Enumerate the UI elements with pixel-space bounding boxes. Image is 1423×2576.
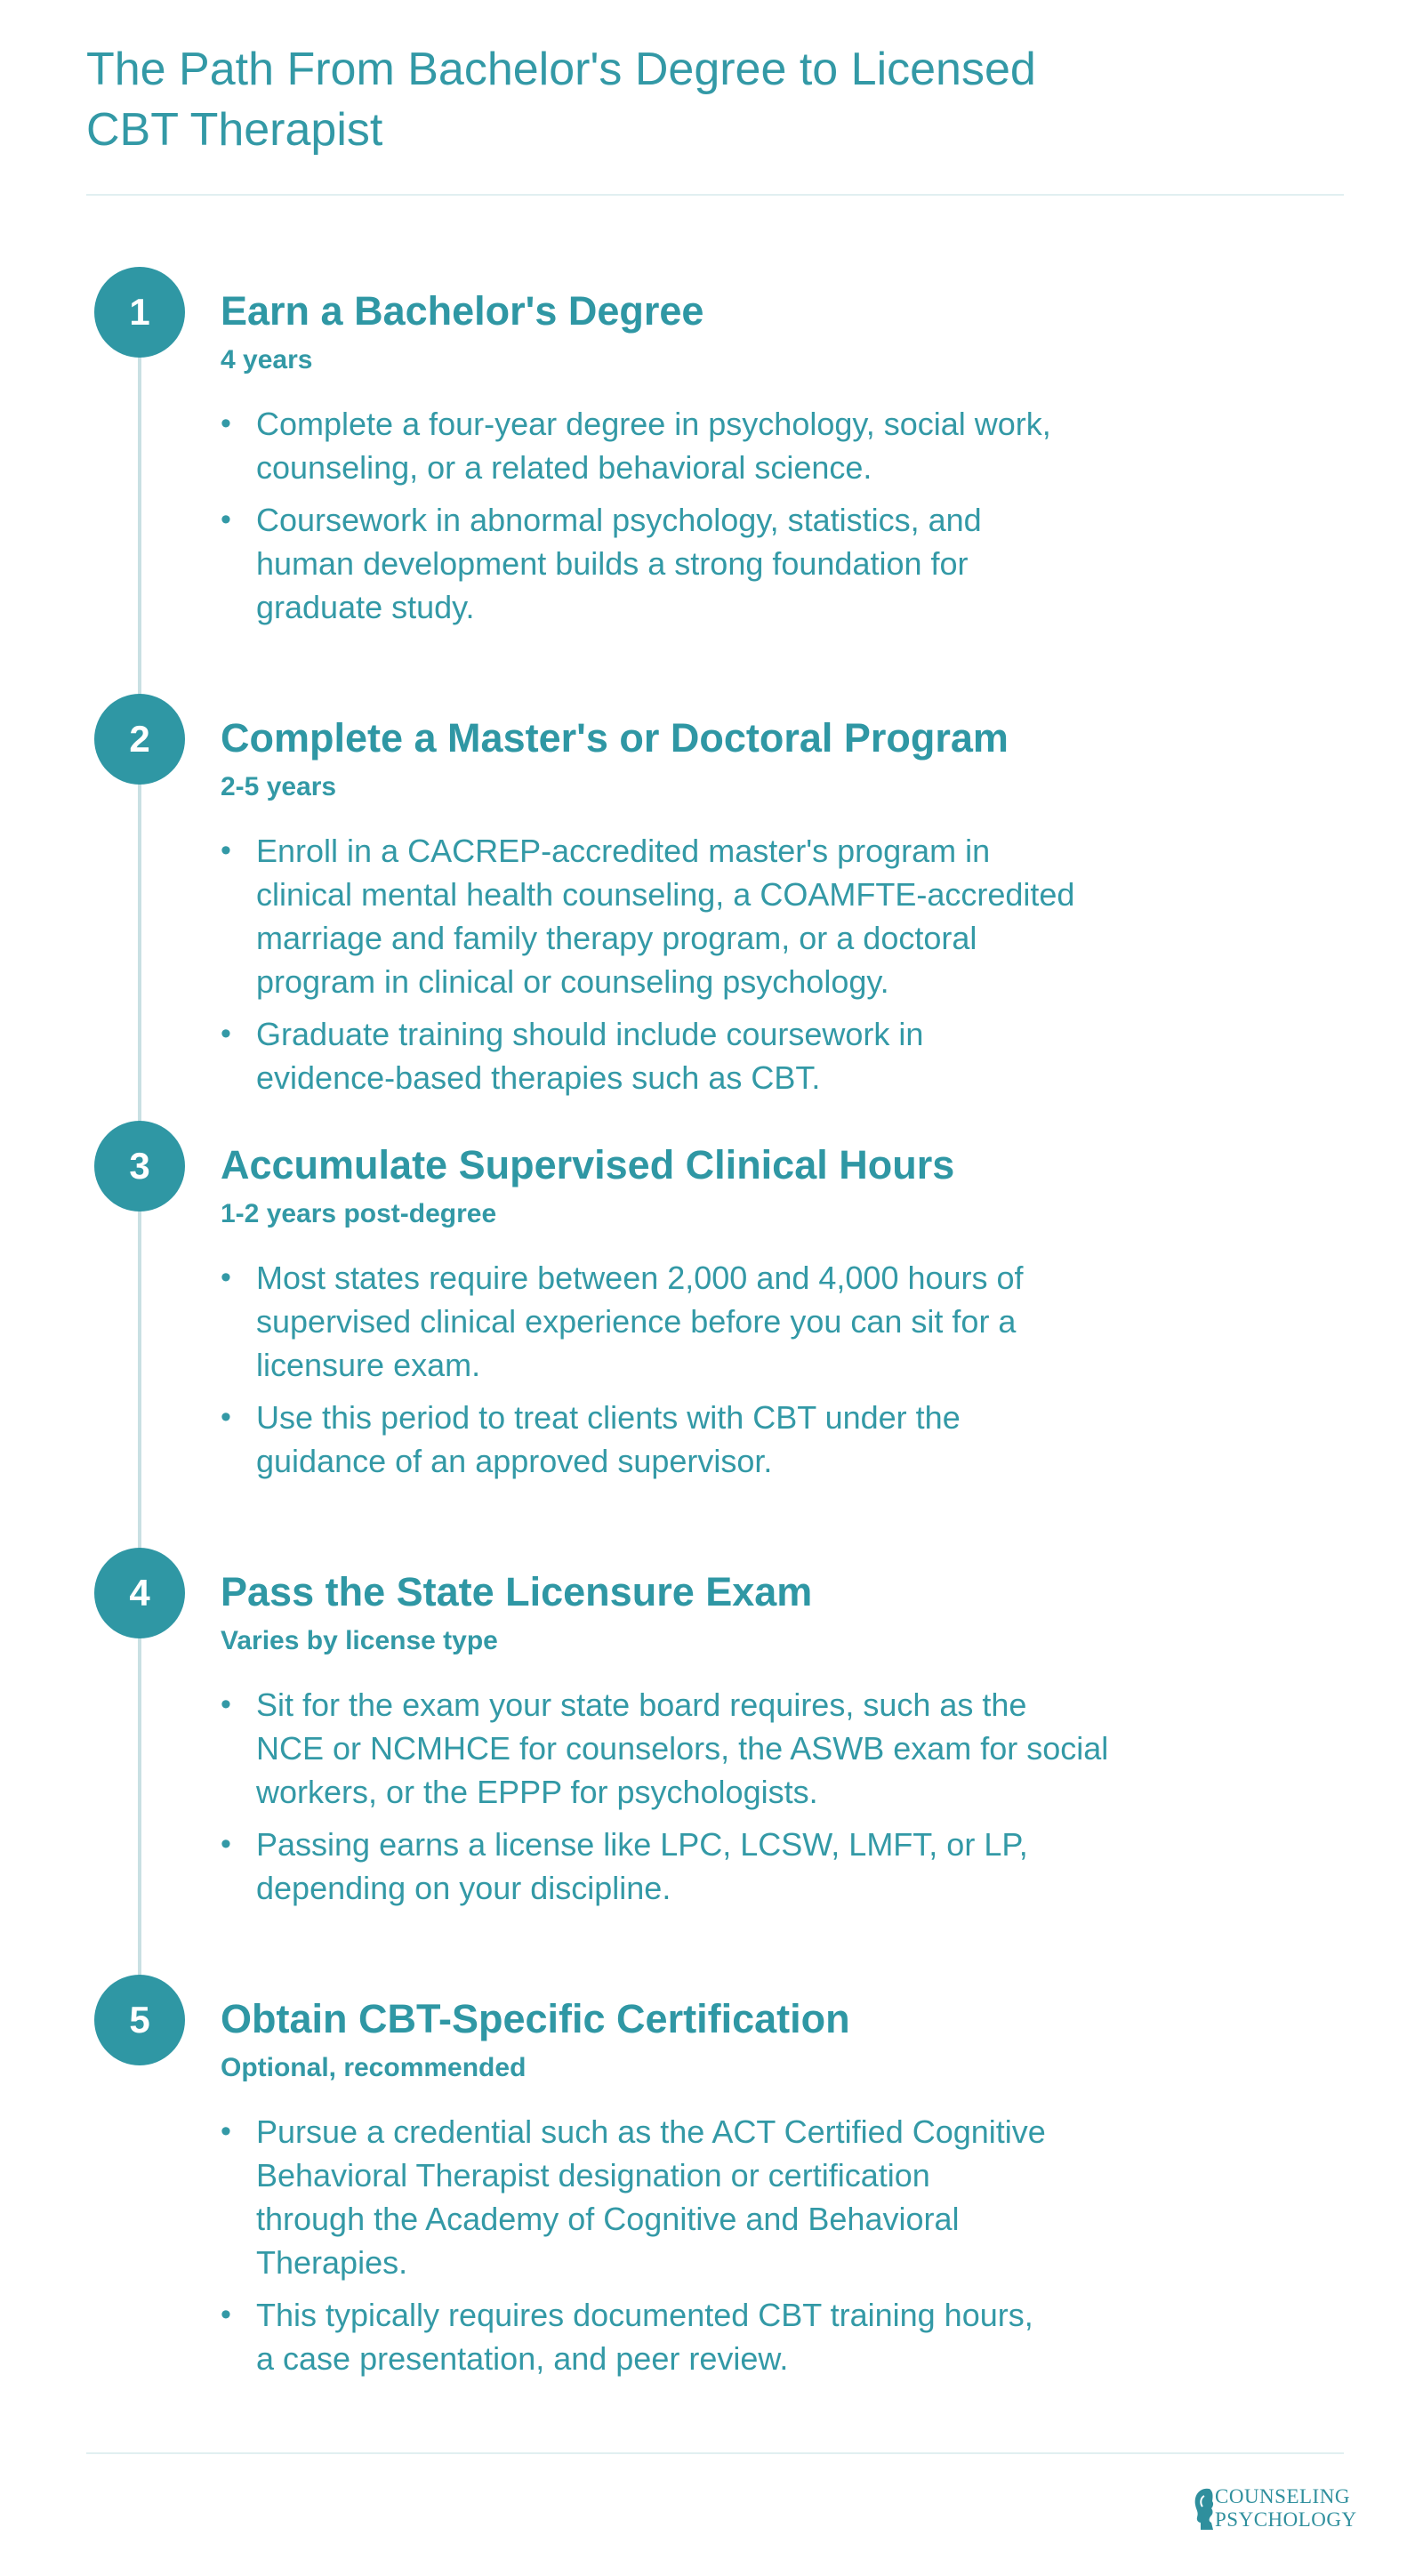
step-number-badge: 3 (94, 1121, 185, 1212)
bullet-item: • Sit for the exam your state board requires, such as the NCE or NCMHCE for counselors, the ASWB exam for social workers, or the EPPP for psychologists. (221, 1683, 1108, 1814)
bullet-item: • Coursework in abnormal psychology, statistics, and human development builds a strong foundation for graduate study. (221, 498, 1051, 629)
step-number-badge: 5 (94, 1975, 185, 2065)
step-duration: 2-5 years (221, 772, 337, 801)
step-title: Accumulate Supervised Clinical Hours (221, 1142, 955, 1187)
head-profile-icon (1190, 2483, 1217, 2533)
bullet-item: • Complete a four-year degree in psychology, social work, counseling, or a related behavioral science. (221, 402, 1051, 489)
step-number-badge: 2 (94, 694, 185, 785)
bullet-item: • Most states require between 2,000 and 4,000 hours of supervised clinical experience before you can sit for a licensure exam. (221, 1256, 1024, 1387)
page-title-line-2: CBT Therapist (86, 104, 383, 156)
step-title: Obtain CBT-Specific Certification (221, 1996, 850, 2041)
page-title-line-1: The Path From Bachelor's Degree to Licensed (86, 44, 1036, 95)
logo-text-line-2: PSYCHOLOGY (1215, 2508, 1357, 2531)
step-title: Earn a Bachelor's Degree (221, 288, 704, 334)
step-bullet-list (221, 1683, 1108, 1919)
top-divider (86, 194, 1344, 196)
step-bullet-list (221, 829, 1074, 1108)
counseling-psychology-logo (1190, 2482, 1357, 2535)
step-title: Pass the State Licensure Exam (221, 1569, 813, 1614)
step-bullet-list (221, 1256, 1024, 1492)
bullet-item: • This typically requires documented CBT training hours, a case presentation, and peer review. (221, 2293, 1046, 2380)
bullet-item: • Graduate training should include coursework in evidence-based therapies such as CBT. (221, 1012, 1074, 1099)
bullet-item: • Use this period to treat clients with CBT under the guidance of an approved supervisor. (221, 1396, 1024, 1483)
step-duration: 1-2 years post-degree (221, 1199, 497, 1228)
step-bullet-list (221, 402, 1051, 638)
step-duration: Varies by license type (221, 1626, 498, 1655)
bottom-divider (86, 2452, 1344, 2454)
step-number-badge: 4 (94, 1548, 185, 1638)
page-title (86, 39, 1242, 160)
logo-text-line-1: COUNSELING (1215, 2485, 1350, 2508)
bullet-item: • Enroll in a CACREP-accredited master's program in clinical mental health counseling, a COAMFTE-accredited marriage and family therapy program, or a doctoral program in clinical or counseling psychology. (221, 829, 1074, 1003)
bullet-item: • Pursue a credential such as the ACT Certified Cognitive Behavioral Therapist designation or certification through the Academy of Cognitive and Behavioral Therapies. (221, 2110, 1046, 2284)
step-number-badge: 1 (94, 267, 185, 358)
bullet-item: • Passing earns a license like LPC, LCSW, LMFT, or LP, depending on your discipline. (221, 1823, 1108, 1910)
step-title: Complete a Master's or Doctoral Program (221, 715, 1009, 761)
step-duration: Optional, recommended (221, 2053, 527, 2082)
step-duration: 4 years (221, 345, 313, 374)
step-bullet-list (221, 2110, 1046, 2389)
